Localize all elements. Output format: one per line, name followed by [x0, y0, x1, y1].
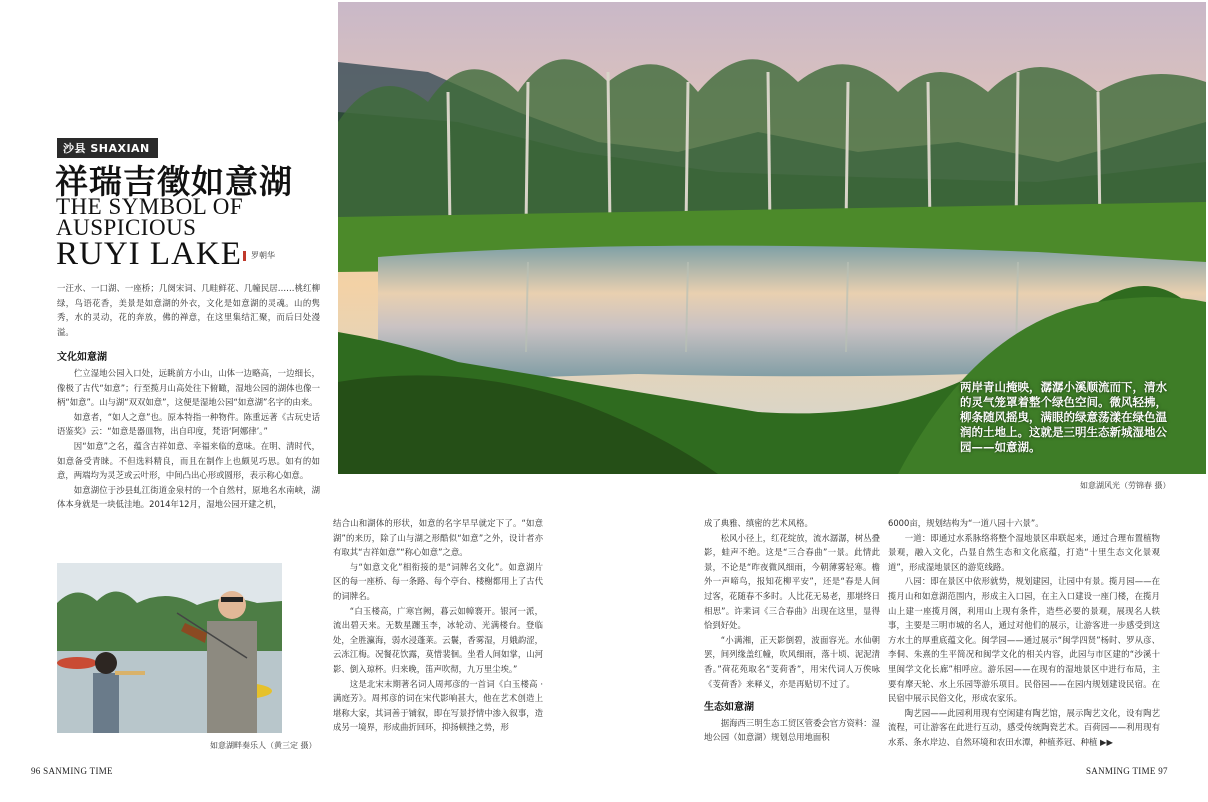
lakeside-musicians-image: [57, 563, 282, 733]
title-en-line-1: THE SYMBOL OF: [56, 194, 244, 219]
text-column-3: [704, 516, 880, 745]
text-column-4: [888, 516, 1160, 750]
paragraph: 成了典雅、缜密的艺术风格。: [704, 518, 813, 528]
title-en-line-3: RUYI LAKE: [56, 236, 242, 272]
text-column-1: [57, 281, 320, 512]
paragraph: 如意者，“如人之意”也。原本特指一种物件。陈重远著《古玩史话语鉴奖》云：“如意是器皿物，出自印度，梵语‘阿娜律’。”: [57, 411, 320, 437]
page-folio-left: 96 SANMING TIME: [31, 766, 113, 776]
article-title-chinese: 祥瑞吉徵如意湖: [55, 162, 293, 201]
paragraph: 结合山和湖体的形状，如意的名字早早就定下了。“如意湖”的来历，除了山与湖之形酷似“如意”之外，设计者亦有取其“吉祥如意”“称心如意”之意。: [333, 518, 543, 558]
paragraph: 伫立湿地公园入口处，远眺前方小山，山体一边略高，一边细长，像极了古代“如意”；行至揽月山高处往下俯瞰，湿地公园的湖体也像一柄“如意”。山与湖“双双如意”，这便是湿地公园“如意湖”名字的由来。: [57, 367, 320, 408]
title-en-line-2: AUSPICIOUS: [56, 215, 197, 240]
intro-paragraph: 一汪水、一口湖、一座桥；几阕宋词、几畦鲜花、几幢民居……桃红柳绿，鸟语花香，美景是如意湖的外衣，文化是如意湖的灵魂。山的隽秀，水的灵动，花的奔放，佛的禅意，在这里集结汇聚，而后曰处漫溢。: [57, 283, 320, 337]
paragraph: 陶艺园——此园利用现有空闲建有陶艺馆，展示陶艺文化，设有陶艺流程，可让游客在此进行互动，感受传统陶瓷艺术。百荷园——利用现有水系、条水岸边、自然环境和农田水潭，种植荞冠、种植 ▶▶: [888, 707, 1160, 747]
paragraph: 松风小径上，红花绽放，流水潺潺，树丛叠影，蛙声不绝。这是“三合春曲”一景。此情此景，不论是“昨夜微风细雨，今朝薄雾轻寒。檐外一声啼鸟，报知花柳平安”，还是“春是人间过客，花随春不多时。人比花无易老，那堪终日相思”。许棐词《三合春曲》出现在这里，显得恰到好处。: [704, 532, 880, 631]
paragraph: 与“如意文化”相衔接的是“词牌名文化”。如意湖片区的每一座桥、每一条路、每个亭台、楼榭都用上了古代的词牌名。: [333, 561, 543, 601]
article-title-english: [56, 196, 243, 270]
paragraph: “小满湘，正天影倒碧，波面容光。水仙朝罢，间列缘盖红幢，吹风细雨，落十顷、泥泥清香。”荷花苑取名“芰荷香”，用宋代词人万俟咏《芰荷香》来释义，亦是再贴切不过了。: [704, 634, 880, 689]
section-heading-culture: 文化如意湖: [57, 352, 107, 364]
paragraph: 八园：即在景区中依形就势，规划建园，让园中有景。揽月园——在揽月山和如意湖范围内，形成主入口园，在主入口建设一座门楼，在揽月山上建一座揽月阁，利用山上现有条件，造些必要的景观，展现名人轶事，主要是三明市城的名人，通过对他们的展示，让游客进一步感受到这方水土的厚重底蕴文化。闽学园——通过展示“闽学四贤”杨时、罗从彦、李侗、朱熹的生平简况和闽学文化的相关内容，此园与市区建的“沙溪十里闽学文化长廊”相呼应。游乐园——在现有的湿地景区中进行布局，主要有摩天轮、水上乐园等游乐项目。民俗园——在园内规划建设民宿。在民宿中展示民俗文化，形成农家乐。: [888, 576, 1160, 704]
page-folio-right: SANMING TIME 97: [1086, 766, 1168, 776]
paragraph: 据海西三明生态工贸区管委会官方资料：湿地公园（如意湖）规划总用地面积: [704, 717, 880, 743]
region-tag: 沙县 SHAXIAN: [57, 138, 158, 158]
musician-photo: [57, 563, 282, 733]
hero-photo-caption: 两岸青山掩映，潺潺小溪顺流而下，清水的灵气笼罩着整个绿色空间。微风轻拂，柳条随风摇曳，满眼的绿意荡漾在绿色温润的土地上。这就是三明生态新城湿地公园——如意湖。: [960, 380, 1167, 454]
text-column-2: [333, 516, 543, 735]
paragraph: 一道：即通过水系脉络将整个湿地景区串联起来，通过合理布置植物景观，融入文化，凸显自然生态和文化底蕴，打造“十里生态文化景观道”，形成湿地景区的游览线路。: [888, 532, 1160, 572]
section-heading-ecology: 生态如意湖: [704, 702, 754, 714]
paragraph: 6000亩，规划结构为“一道八园十六景”。: [888, 518, 1044, 528]
paragraph: 如意湖位于沙县虬江街道金泉村的一个自然村，原地名水南峡，湖体本身就是一块低洼地。2014年12月，湿地公园开建之机，: [57, 484, 320, 510]
paragraph: “白玉楼高，广寒宫阙，暮云如幛褰开。银河一派，流出碧天来。无数星躔玉李，冰轮动、光满楼台。登临处，全胜瀛海，弱水浸蓬莱。云鬟，香雾湿，月娥韵涩，云冻江梅。况餐花饮露，莫惜裴徊。坐看人间如掌，山河影、倒入琼杯。归来晚，笛声吹彻，九万里尘埃。”: [333, 605, 543, 674]
hero-photo-credit: 如意湖风光（劳锦春 摄）: [1080, 481, 1171, 490]
musician-photo-credit: 如意湖畔奏乐人（黄三定 摄）: [210, 741, 317, 750]
author-byline: 罗朝华: [243, 251, 275, 261]
paragraph: 因“如意”之名，蕴含吉祥如意、幸福来临的意味。在明、清时代，如意备受青睐。不但选料精良，而且在制作上也颇见巧思。如有的如意，两端均为灵芝或云叶形，中间凸出心形或圆形，表示称心如意。: [57, 440, 320, 481]
paragraph: 这是北宋末期著名词人周邦彦的一首词《白玉楼高 · 满庭芳》。周邦彦的词在宋代影响甚大，他在艺术创造上堪称大家，其词善于铺叙，即在写景抒情中渗入叙事，造成另一境界，形成曲折回环，抑扬顿挫之势，形: [333, 678, 543, 733]
